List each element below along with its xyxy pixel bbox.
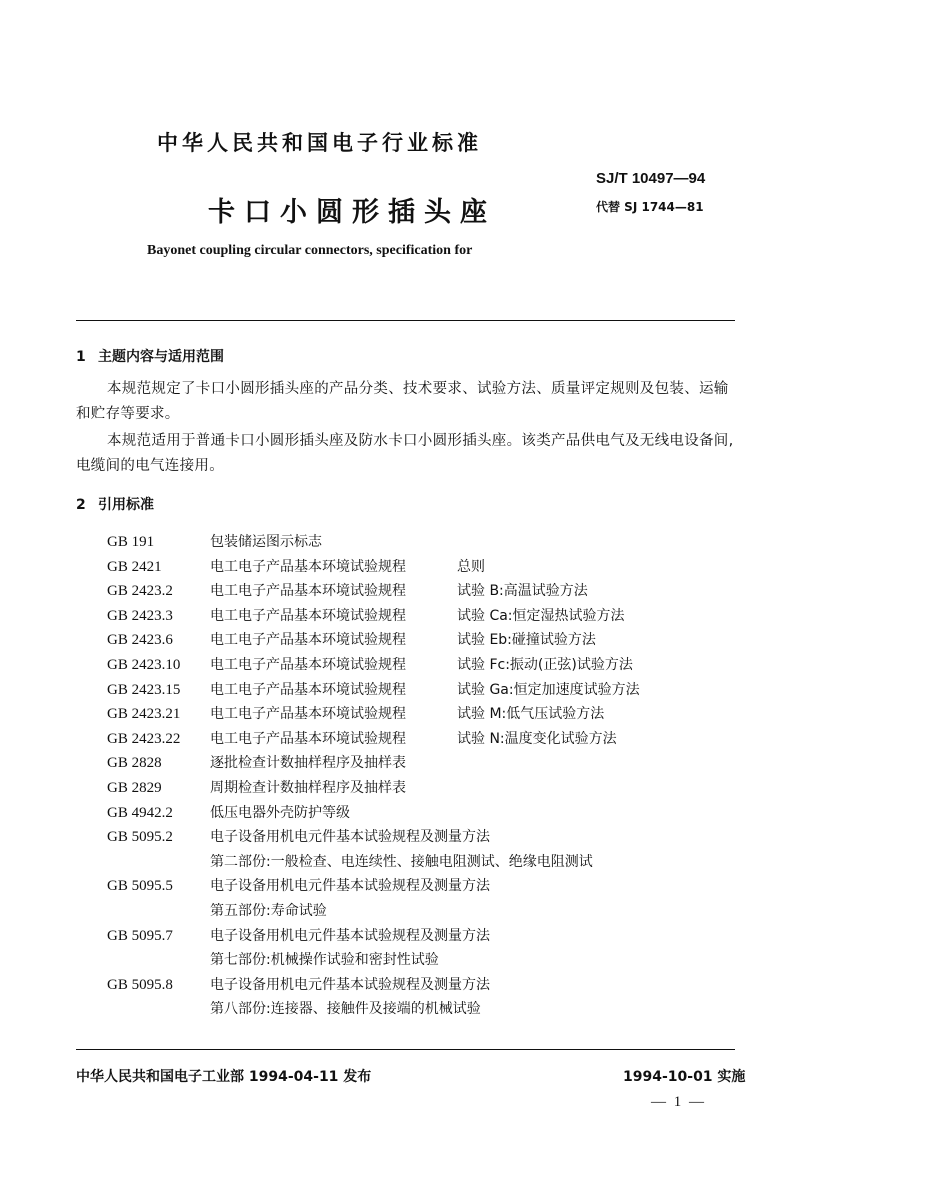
- reference-item: [107, 776, 707, 801]
- page-number: — 1 —: [651, 1094, 706, 1110]
- reference-item: [107, 678, 707, 703]
- reference-item: [107, 579, 707, 604]
- reference-title: 电子设备用机电元件基本试验规程及测量方法: [210, 829, 490, 846]
- section-title: 主题内容与适用范围: [98, 349, 224, 365]
- document-title-english: Bayonet coupling circular connectors, specification for: [147, 243, 473, 258]
- reference-code: GB 2423.22: [107, 730, 181, 747]
- replaces-standard: 代替 SJ 1744—81: [596, 200, 704, 214]
- reference-list: [107, 530, 707, 1022]
- reference-part: 试验 B:高温试验方法: [457, 583, 588, 600]
- reference-title: 电工电子产品基本环境试验规程: [210, 558, 406, 575]
- reference-title: 逐批检查计数抽样程序及抽样表: [210, 755, 406, 772]
- reference-title: 低压电器外壳防护等级: [210, 804, 350, 821]
- reference-subtitle: 第八部份:连接器、接触件及接端的机械试验: [210, 1001, 481, 1018]
- reference-item: [107, 628, 707, 653]
- reference-item: [107, 604, 707, 629]
- reference-code: GB 5095.5: [107, 878, 173, 895]
- reference-title: 电子设备用机电元件基本试验规程及测量方法: [210, 976, 490, 993]
- reference-title: 电子设备用机电元件基本试验规程及测量方法: [210, 878, 490, 895]
- reference-code: GB 5095.2: [107, 829, 173, 846]
- reference-code: GB 191: [107, 534, 155, 550]
- reference-part: 试验 Ga:恒定加速度试验方法: [457, 681, 640, 698]
- reference-code: GB 5095.8: [107, 976, 173, 993]
- document-title: 卡口小圆形插头座: [208, 197, 496, 228]
- reference-part: 试验 Ca:恒定湿热试验方法: [457, 607, 625, 624]
- reference-part: 试验 Fc:振动(正弦)试验方法: [457, 656, 633, 673]
- reference-code: GB 2421: [107, 558, 162, 575]
- reference-code: GB 2423.15: [107, 681, 181, 698]
- reference-item: [107, 874, 707, 923]
- reference-code: GB 2829: [107, 779, 162, 796]
- reference-part: 试验 Eb:碰撞试验方法: [457, 632, 596, 649]
- standard-code: SJ/T 10497—94: [596, 170, 706, 187]
- section-1-paragraph: 本规范适用于普通卡口小圆形插头座及防水卡口小圆形插头座。该类产品供电气及无线电设备间,电缆间的电气连接用。: [76, 433, 734, 474]
- reference-title: 周期检查计数抽样程序及抽样表: [210, 779, 406, 796]
- reference-code: GB 2828: [107, 755, 162, 772]
- reference-item: [107, 924, 707, 973]
- reference-part: 试验 M:低气压试验方法: [457, 706, 605, 723]
- reference-item: [107, 801, 707, 826]
- section-2-heading: [76, 494, 154, 514]
- reference-subtitle: 第五部份:寿命试验: [210, 902, 327, 919]
- issue-statement: 中华人民共和国电子工业部 1994-04-11 发布: [76, 1069, 372, 1085]
- reference-title: 电工电子产品基本环境试验规程: [210, 632, 406, 649]
- reference-title: 电工电子产品基本环境试验规程: [210, 583, 406, 600]
- reference-item: [107, 825, 707, 874]
- reference-title: 电工电子产品基本环境试验规程: [210, 681, 406, 698]
- reference-code: GB 2423.21: [107, 706, 181, 723]
- reference-code: GB 2423.6: [107, 632, 173, 649]
- reference-code: GB 2423.10: [107, 656, 181, 673]
- reference-subtitle: 第二部份:一般检查、电连续性、接触电阻测试、绝缘电阻测试: [210, 853, 593, 870]
- section-1-heading: [76, 346, 224, 366]
- reference-title: 包装储运图示标志: [210, 534, 322, 550]
- reference-item: [107, 751, 707, 776]
- reference-title: 电工电子产品基本环境试验规程: [210, 730, 406, 747]
- reference-part: 试验 N:温度变化试验方法: [457, 730, 617, 747]
- reference-item: [107, 530, 707, 555]
- reference-subtitle: 第七部份:机械操作试验和密封性试验: [210, 952, 439, 969]
- reference-code: GB 2423.3: [107, 607, 173, 624]
- reference-title: 电子设备用机电元件基本试验规程及测量方法: [210, 927, 490, 944]
- reference-code: GB 2423.2: [107, 583, 173, 600]
- section-number: 1: [76, 349, 86, 365]
- reference-code: GB 4942.2: [107, 804, 173, 821]
- reference-part: 总则: [457, 558, 485, 575]
- reference-item: [107, 555, 707, 580]
- section-1-paragraph: 本规范规定了卡口小圆形插头座的产品分类、技术要求、试验方法、质量评定规则及包装、运输和贮存等要求。: [76, 381, 729, 422]
- standard-category: 中华人民共和国电子行业标准: [157, 131, 482, 155]
- reference-item: [107, 727, 707, 752]
- reference-item: [107, 702, 707, 727]
- effective-date: 1994-10-01 实施: [623, 1069, 746, 1085]
- reference-title: 电工电子产品基本环境试验规程: [210, 706, 406, 723]
- reference-item: [107, 653, 707, 678]
- section-title: 引用标准: [98, 497, 154, 513]
- header-divider: [76, 320, 735, 321]
- section-number: 2: [76, 497, 86, 513]
- reference-item: [107, 973, 707, 1022]
- reference-title: 电工电子产品基本环境试验规程: [210, 607, 406, 624]
- reference-code: GB 5095.7: [107, 927, 173, 944]
- reference-title: 电工电子产品基本环境试验规程: [210, 656, 406, 673]
- footer-divider: [76, 1049, 735, 1050]
